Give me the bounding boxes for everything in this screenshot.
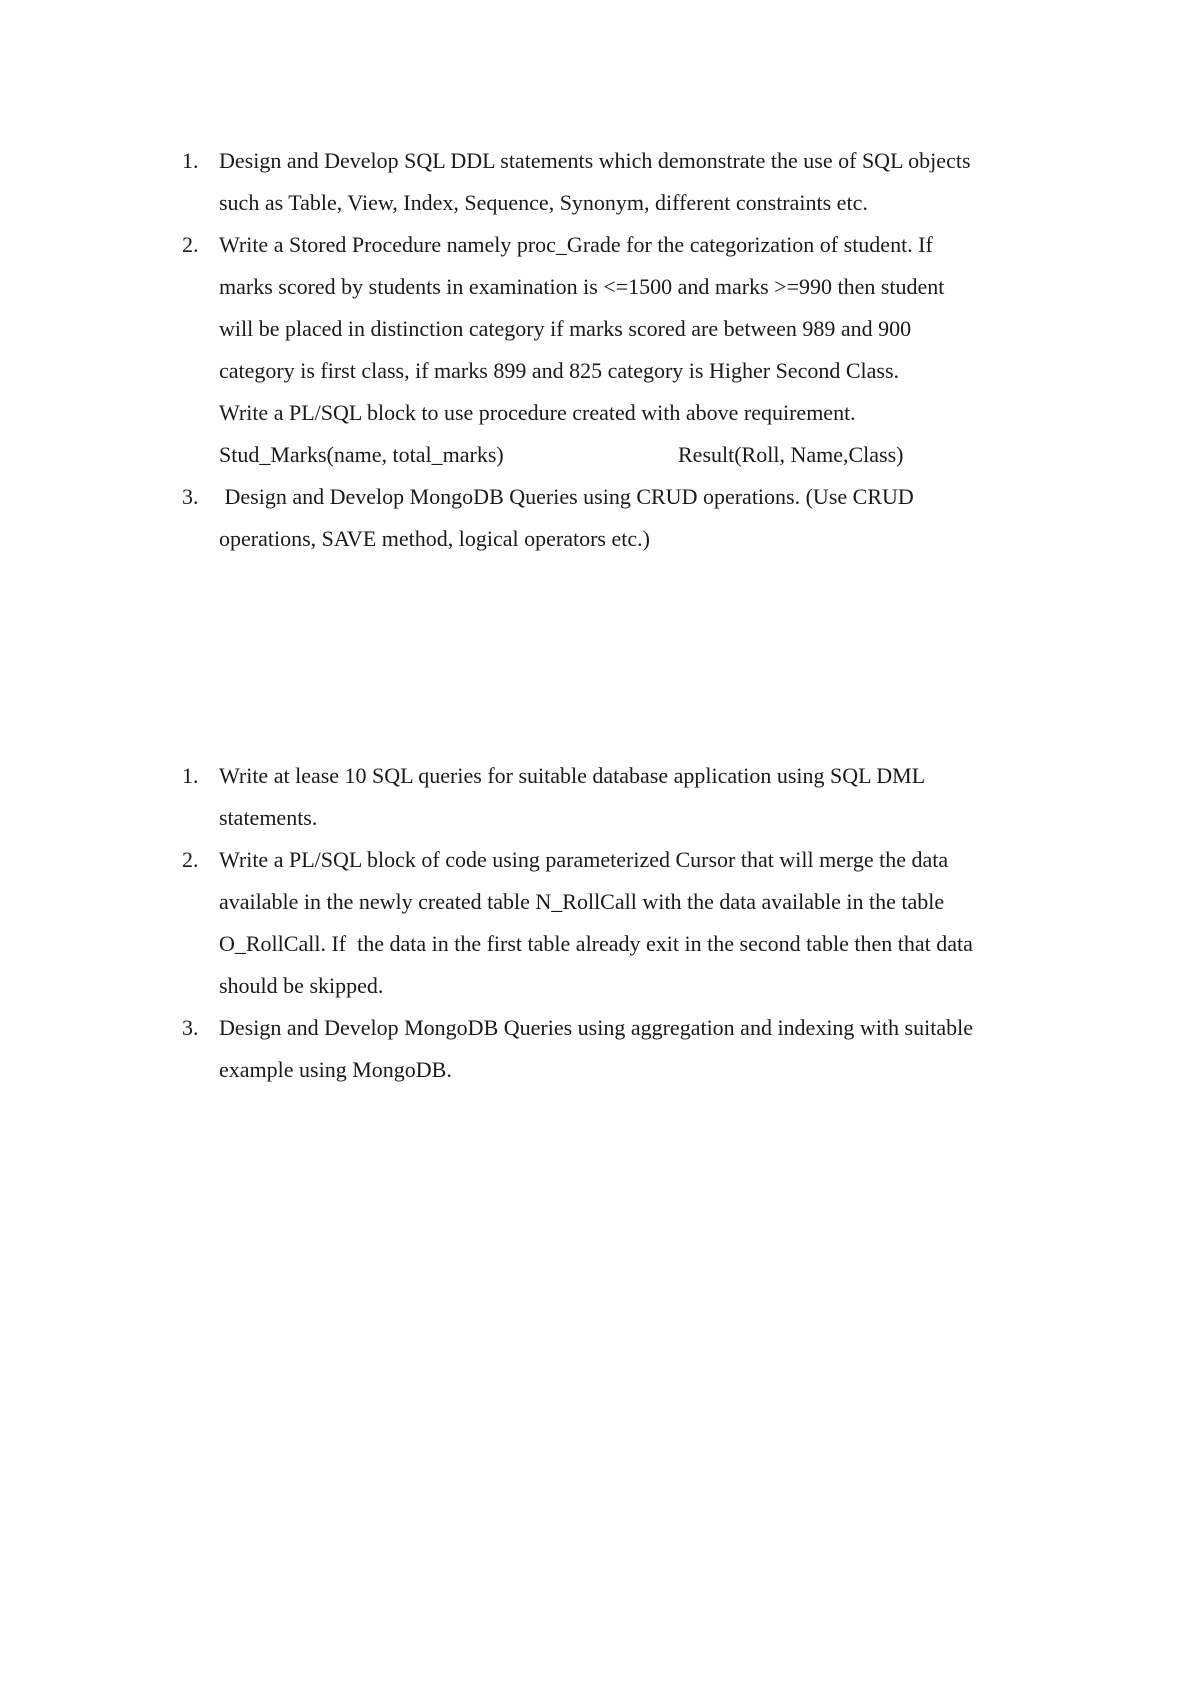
item-text-line: operations, SAVE method, logical operators etc.) (219, 526, 650, 551)
list-item (0, 476, 1059, 560)
item-text-line: category is first class, if marks 899 and 825 category is Higher Second Class. (219, 358, 900, 383)
assignment-list-one (0, 140, 1200, 560)
item-text-line: Design and Develop MongoDB Queries using aggregation and indexing with suitable (219, 1015, 973, 1040)
item-text-line: Write a Stored Procedure namely proc_Grade for the categorization of student. If (219, 232, 933, 257)
item-text-line: Write a PL/SQL block of code using parameterized Cursor that will merge the data (219, 847, 949, 872)
stud-marks-table-name: Stud_Marks(name, total_marks) (219, 442, 504, 467)
list-item (0, 1007, 1059, 1091)
item-text-line: example using MongoDB. (219, 1057, 452, 1082)
list-item (0, 224, 1059, 476)
item-text-line: Write a PL/SQL block to use procedure created with above requirement. (219, 400, 856, 425)
item-text-line: statements. (219, 805, 318, 830)
table-names-row (219, 434, 1059, 476)
item-text-line: will be placed in distinction category if marks scored are between 989 and 900 (219, 316, 912, 341)
item-text-line: available in the newly created table N_RollCall with the data available in the table (219, 889, 945, 914)
item-number: 3. (182, 484, 199, 509)
item-text-line: should be skipped. (219, 973, 384, 998)
item-text-line: Write at lease 10 SQL queries for suitable database application using SQL DML (219, 763, 926, 788)
item-text-line: Design and Develop MongoDB Queries using CRUD operations. (Use CRUD (219, 484, 914, 509)
item-text-line: such as Table, View, Index, Sequence, Synonym, different constraints etc. (219, 190, 868, 215)
assignment-list-two (0, 755, 1200, 1091)
item-text-line: O_RollCall. If the data in the first table already exit in the second table then that data (219, 931, 973, 956)
list-item (0, 140, 1059, 224)
item-number: 2. (182, 232, 199, 257)
result-table-name: Result(Roll, Name,Class) (678, 442, 904, 467)
item-text-line: marks scored by students in examination is <=1500 and marks >=990 then student (219, 274, 945, 299)
item-number: 1. (182, 148, 199, 173)
item-number: 2. (182, 847, 199, 872)
item-number: 1. (182, 763, 199, 788)
item-text-line: Design and Develop SQL DDL statements which demonstrate the use of SQL objects (219, 148, 971, 173)
list-item (0, 755, 1059, 839)
list-item (0, 839, 1059, 1007)
item-number: 3. (182, 1015, 199, 1040)
